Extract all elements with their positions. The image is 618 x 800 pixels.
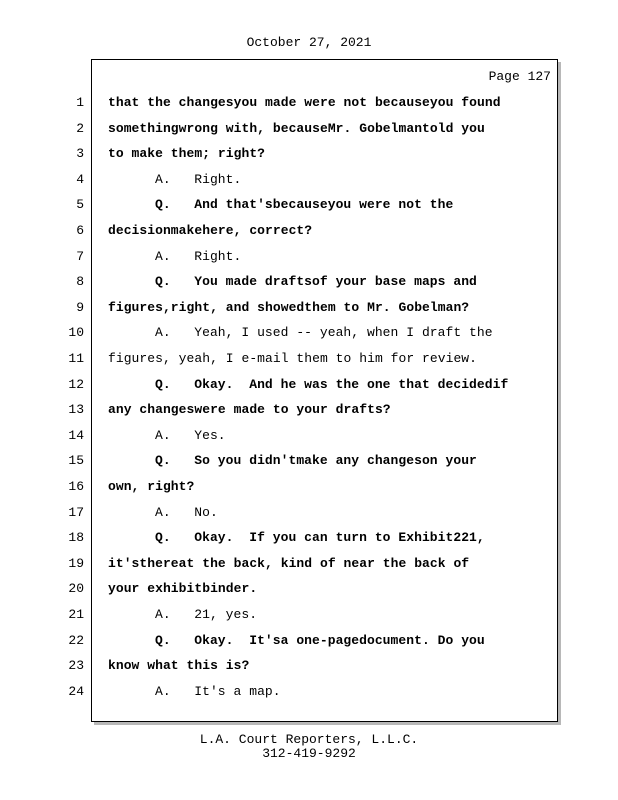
line-number: 7 xyxy=(76,249,84,264)
transcript-line-text: that the changesyou made were not becauseyou found xyxy=(108,95,501,110)
transcript-line-text: A. No. xyxy=(155,505,218,520)
line-number: 2 xyxy=(76,121,84,136)
line-number: 20 xyxy=(68,581,84,596)
line-number: 9 xyxy=(76,300,84,315)
reporter-phone: 312-419-9292 xyxy=(262,746,356,761)
line-number: 15 xyxy=(68,453,84,468)
line-number: 8 xyxy=(76,274,84,289)
transcript-line-text: Q. Okay. And he was the one that decidedif xyxy=(155,377,509,392)
transcript-line-text: A. Right. xyxy=(155,172,242,187)
line-number: 1 xyxy=(76,95,84,110)
line-number: 4 xyxy=(76,172,84,187)
transcript-line-text: Q. And that'sbecauseyou were not the xyxy=(155,197,454,212)
transcript-date: October 27, 2021 xyxy=(246,35,372,50)
footer xyxy=(0,733,618,761)
transcript-line-text: A. 21, yes. xyxy=(155,607,258,622)
line-number: 24 xyxy=(68,684,84,699)
transcript-line-text: to make them; right? xyxy=(108,146,266,161)
line-number: 6 xyxy=(76,223,84,238)
line-number: 17 xyxy=(68,505,84,520)
page-number: Page 127 xyxy=(488,69,551,84)
transcript-line-text: know what this is? xyxy=(108,658,250,673)
transcript-line-text: A. Right. xyxy=(155,249,242,264)
transcript-line-text: figures,right, and showedthem to Mr. Gobelman? xyxy=(108,300,470,315)
line-number: 14 xyxy=(68,428,84,443)
transcript-line-text: own, right? xyxy=(108,479,195,494)
transcript-line-text: somethingwrong with, becauseMr. Gobelmantold you xyxy=(108,121,485,136)
transcript-line-text: Q. Okay. It'sa one-pagedocument. Do you xyxy=(155,633,485,648)
line-number: 12 xyxy=(68,377,84,392)
reporter-company: L.A. Court Reporters, L.L.C. xyxy=(199,732,419,747)
transcript-line-text: your exhibitbinder. xyxy=(108,581,258,596)
transcript-line-text: Q. You made draftsof your base maps and xyxy=(155,274,477,289)
line-number: 13 xyxy=(68,402,84,417)
line-number: 3 xyxy=(76,146,84,161)
line-number: 19 xyxy=(68,556,84,571)
line-number: 5 xyxy=(76,197,84,212)
transcript-line-text: A. Yeah, I used -- yeah, when I draft the xyxy=(155,325,493,340)
line-number: 10 xyxy=(68,325,84,340)
transcript-line-text: figures, yeah, I e-mail them to him for review. xyxy=(108,351,478,366)
line-number: 11 xyxy=(68,351,84,366)
line-number: 23 xyxy=(68,658,84,673)
transcript-line-text: it'sthereat the back, kind of near the back of xyxy=(108,556,470,571)
line-number: 22 xyxy=(68,633,84,648)
line-number: 21 xyxy=(68,607,84,622)
line-number: 16 xyxy=(68,479,84,494)
transcript-line-text: decisionmakehere, correct? xyxy=(108,223,313,238)
transcript-line-text: Q. Okay. If you can turn to Exhibit221, xyxy=(155,530,485,545)
line-number: 18 xyxy=(68,530,84,545)
transcript-line-text: A. Yes. xyxy=(155,428,226,443)
transcript-line-text: Q. So you didn'tmake any changeson your xyxy=(155,453,477,468)
transcript-line-text: any changeswere made to your drafts? xyxy=(108,402,391,417)
transcript-line-text: A. It's a map. xyxy=(155,684,281,699)
